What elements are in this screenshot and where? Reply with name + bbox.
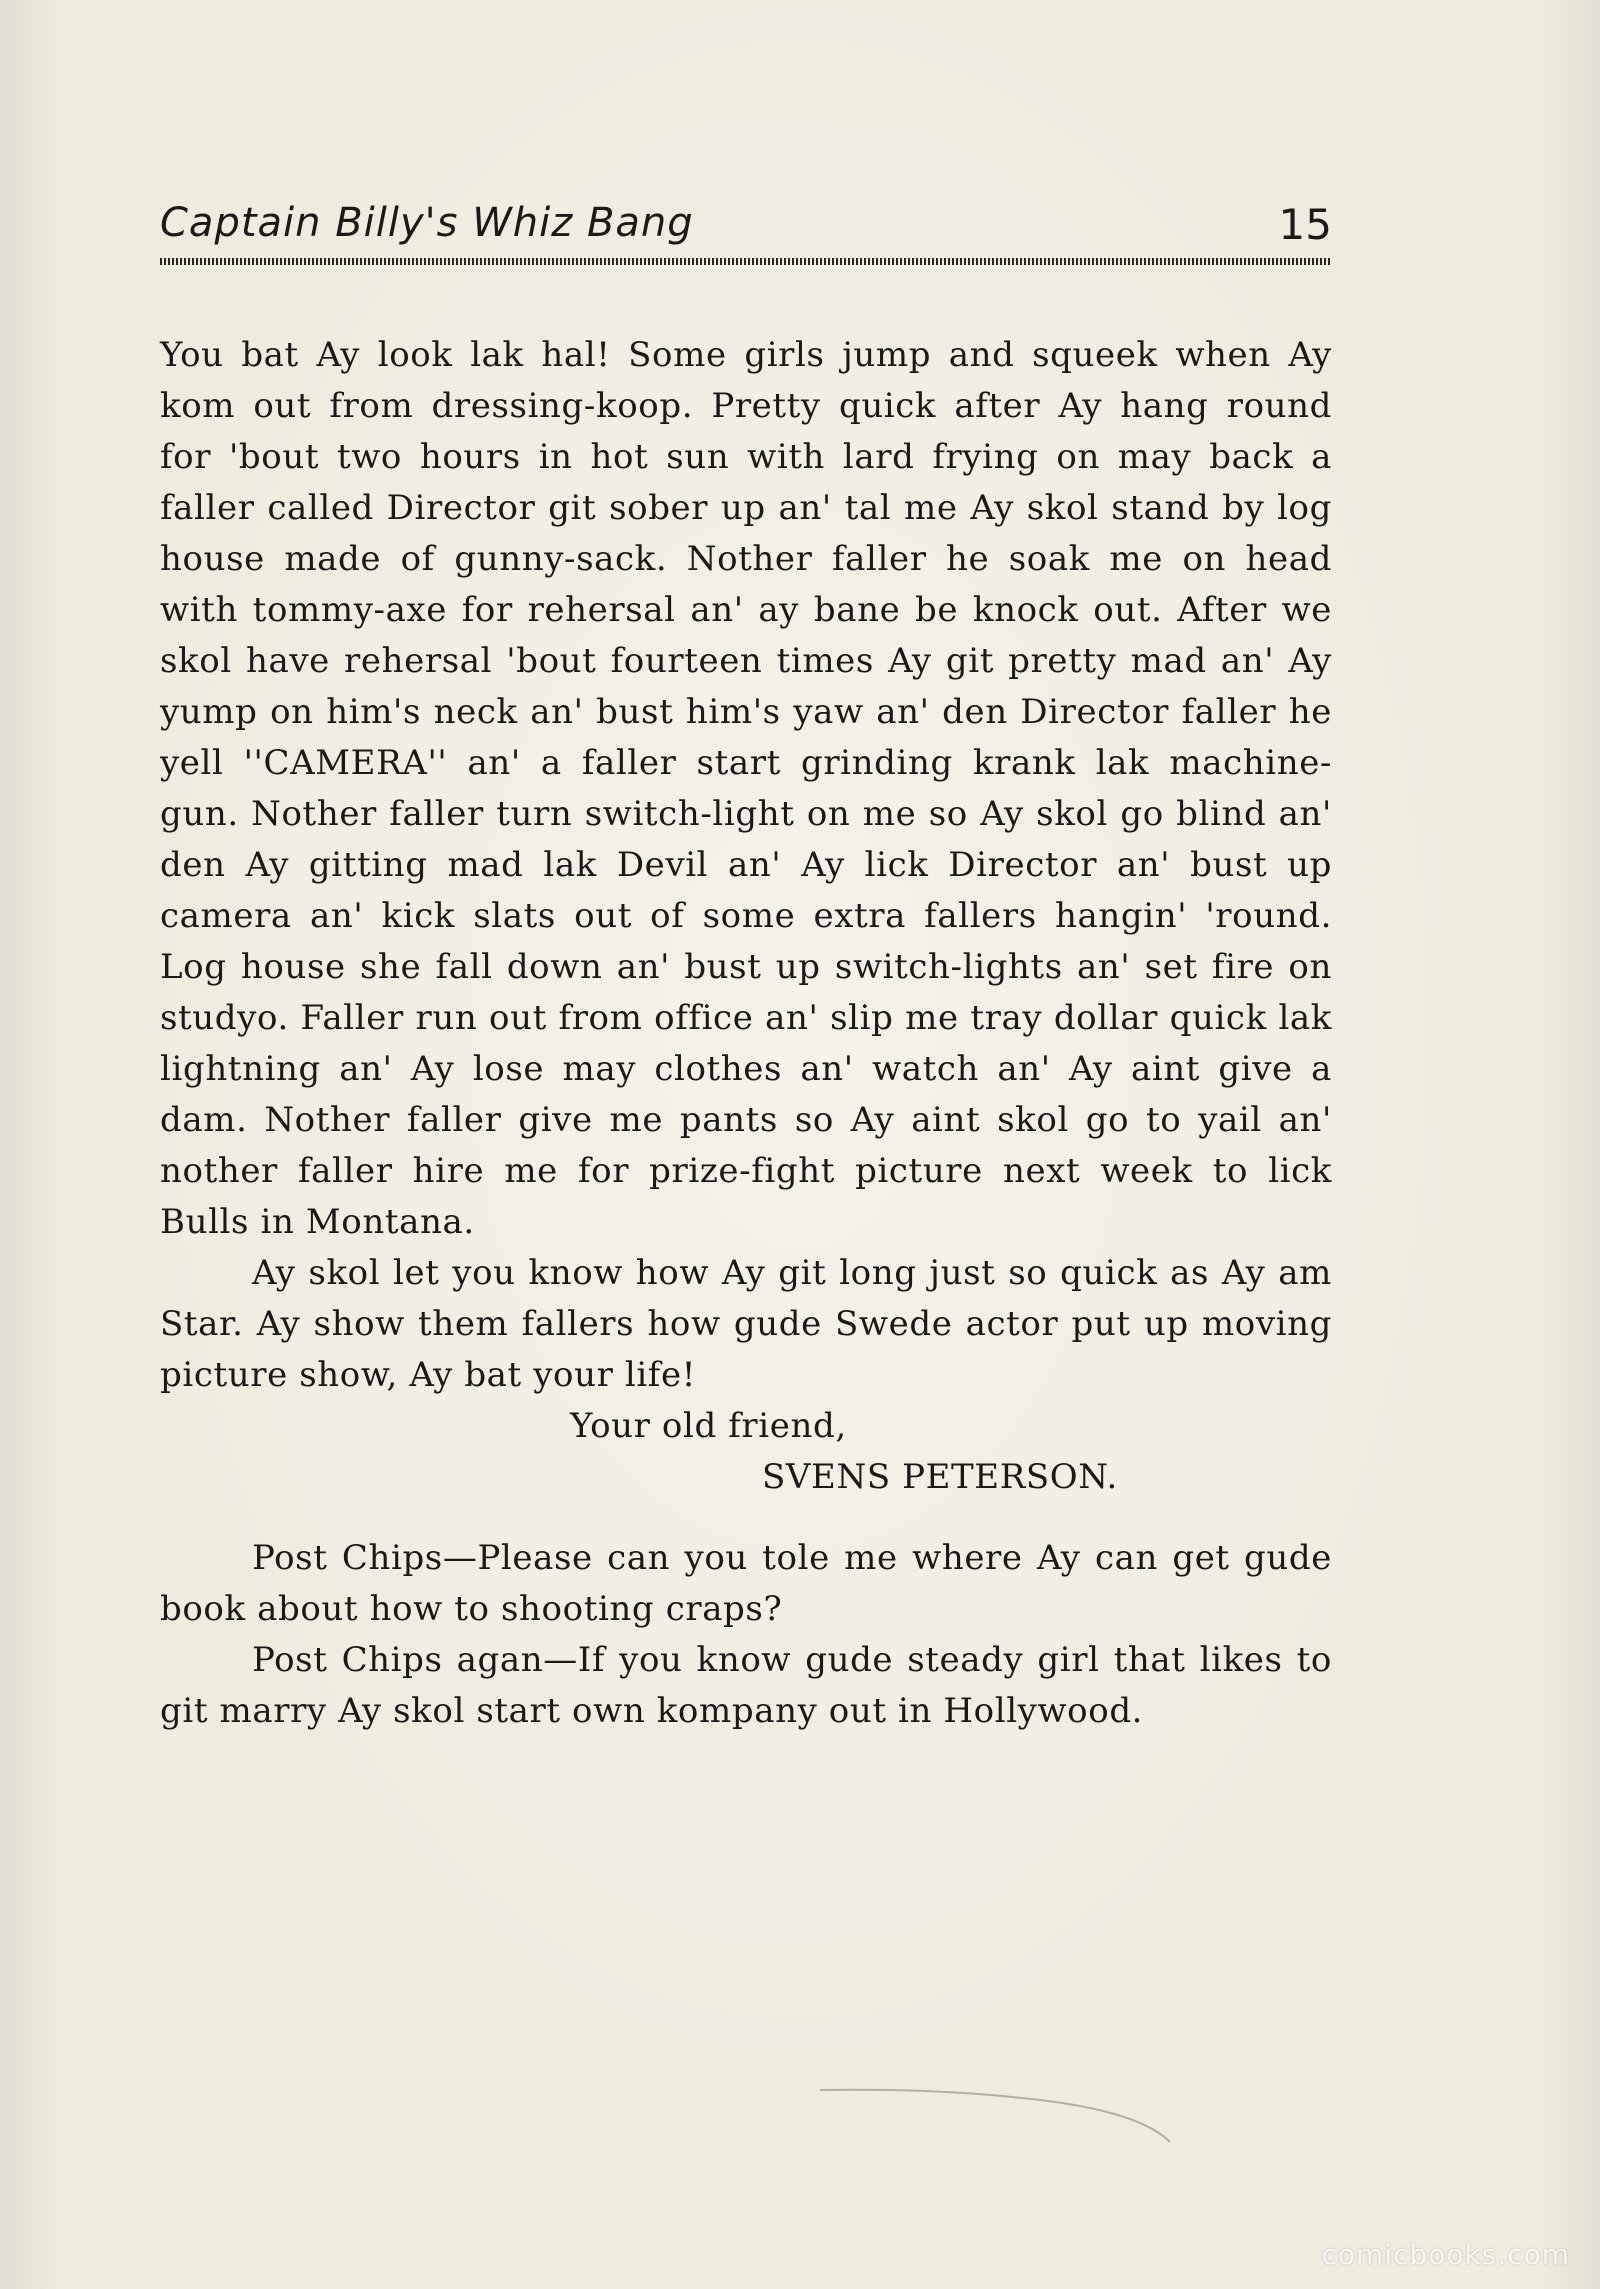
postscript-2: Post Chips agan—If you know gude steady girl that likes to git marry Ay skol start own kompany out in Hollywood. <box>160 1640 1332 1731</box>
article-body <box>160 330 1332 1737</box>
closing-salutation: Your old friend, <box>570 1406 847 1446</box>
letter-closing <box>160 1401 1332 1503</box>
watermark: comicbooks.com <box>1321 2238 1570 2271</box>
pencil-mark <box>820 2070 1180 2150</box>
running-title: Captain Billy's Whiz Bang <box>160 200 694 246</box>
paragraph-1: You bat Ay look lak hal! Some girls jump and squeek when Ay kom out from dressing-koop. Pretty quick after Ay hang round for 'bout two hours in hot sun with lard frying on may back a faller called Director git sober up an' tal me Ay skol stand by log house made of gunny-sack. Nother faller he soak me on head with tommy-axe for rehersal an' ay bane be knock out. After we skol have rehersal 'bout fourteen times Ay git pretty mad an' Ay yump on him's neck an' bust him's yaw an' den Director faller he yell ''CAMERA'' an' a faller start grinding krank lak machine-gun. Nother faller turn switch-light on me so Ay skol go blind an' den Ay gitting mad lak Devil an' Ay lick Director an' bust up camera an' kick slats out of some extra fallers hangin' 'round. Log house she fall down an' bust up switch-lights an' set fire on studyo. Faller run out from office an' slip me tray dollar quick lak lightning an' Ay lose may clothes an' watch an' Ay aint give a dam. Nother faller give me pants so Ay aint skol go to yail an' nother faller hire me for prize-fight picture next week to lick Bulls in Montana. <box>160 335 1332 1242</box>
closing-signature: SVENS PETERSON. <box>762 1457 1118 1497</box>
paragraph-2: Ay skol let you know how Ay git long just so quick as Ay am Star. Ay show them fallers how gude Swede actor put up moving picture show, Ay bat your life! <box>160 1253 1332 1395</box>
postscript-1: Post Chips—Please can you tole me where Ay can get gude book about how to shooting craps? <box>160 1538 1332 1629</box>
header-rule <box>160 258 1332 265</box>
page-number: 15 <box>1278 200 1332 249</box>
page-header <box>160 200 1332 264</box>
